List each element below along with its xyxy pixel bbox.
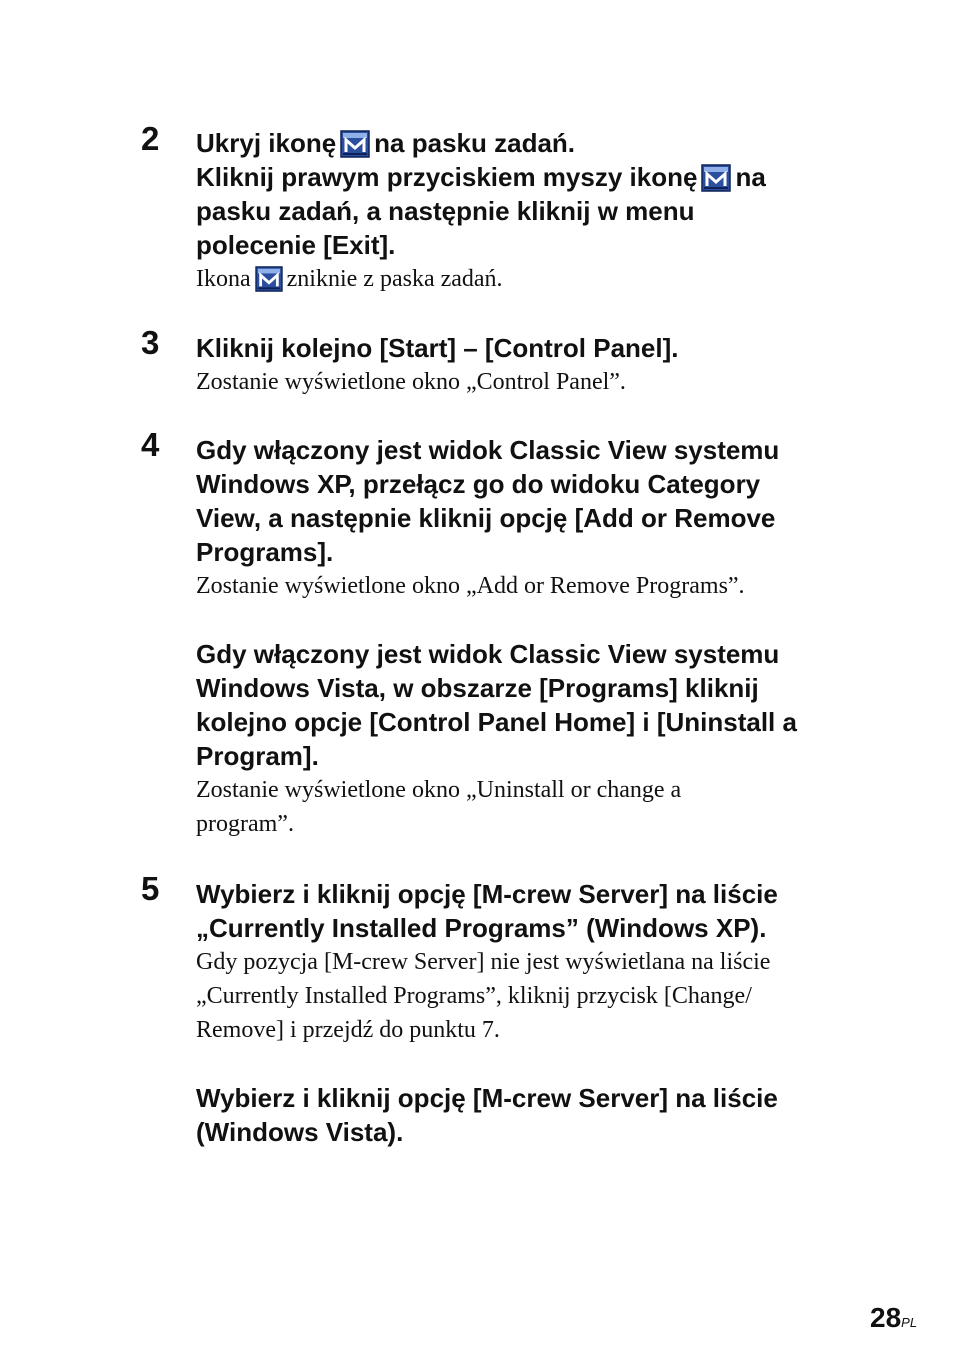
step-heading-line: Gdy włączony jest widok Classic View systemu xyxy=(196,435,780,465)
step-heading-line: View, a następnie kliknij opcję [Add or Remove xyxy=(196,503,776,533)
step-body-line: Remove] i przejdź do punktu 7. xyxy=(196,1017,500,1043)
step-content xyxy=(196,331,876,399)
page-number-value: 28 xyxy=(870,1302,902,1333)
m-crew-server-icon xyxy=(701,164,731,192)
step-heading-line: Wybierz i kliknij opcję [M-crew Server] na liście xyxy=(196,879,778,909)
step-heading-line: pasku zadań, a następnie kliknij w menu xyxy=(196,196,695,226)
step-content xyxy=(196,126,876,296)
step-number: 5 xyxy=(141,870,160,907)
step-heading-line: Wybierz i kliknij opcję [M-crew Server] na liście xyxy=(196,1083,778,1113)
step-heading-line: Gdy włączony jest widok Classic View systemu xyxy=(196,639,780,669)
step-heading-line: „Currently Installed Programs” (Windows XP). xyxy=(196,913,767,943)
step-content xyxy=(196,877,876,1149)
step-heading-line xyxy=(196,160,876,194)
step-heading-line: (Windows Vista). xyxy=(196,1117,404,1147)
heading-text: Ukryj ikonę xyxy=(196,128,337,158)
heading-text: Kliknij prawym przyciskiem myszy ikonę xyxy=(196,162,698,192)
step-heading-line: Kliknij kolejno [Start] – [Control Panel]. xyxy=(196,333,679,363)
step-body-line: Gdy pozycja [M-crew Server] nie jest wyświetlana na liście xyxy=(196,949,771,975)
step-body-line: Zostanie wyświetlone okno „Add or Remove Programs”. xyxy=(196,573,745,599)
step-number: 3 xyxy=(141,324,160,361)
step-heading-line: polecenie [Exit]. xyxy=(196,230,396,260)
step-heading-line: Programs]. xyxy=(196,537,334,567)
step-body-line: „Currently Installed Programs”, kliknij przycisk [Change/ xyxy=(196,983,752,1009)
step-body-line: Zostanie wyświetlone okno „Uninstall or change a xyxy=(196,777,682,803)
heading-text: na pasku zadań. xyxy=(374,128,576,158)
step-number: 4 xyxy=(141,426,160,463)
step-body-line: program”. xyxy=(196,811,294,837)
body-text: zniknie z paska zadań. xyxy=(286,266,503,292)
step-heading-line: Windows Vista, w obszarze [Programs] kliknij xyxy=(196,673,759,703)
m-crew-server-icon xyxy=(340,130,370,158)
step-heading-line: Windows XP, przełącz go do widoku Category xyxy=(196,469,761,499)
page-number xyxy=(870,1302,917,1334)
step-heading-line: Program]. xyxy=(196,741,319,771)
step-body-line xyxy=(196,262,876,296)
step-content xyxy=(196,433,876,841)
step-heading-line: kolejno opcje [Control Panel Home] i [Uninstall a xyxy=(196,707,797,737)
step-body-line: Zostanie wyświetlone okno „Control Panel”. xyxy=(196,369,626,395)
heading-text: na xyxy=(735,162,766,192)
step-heading-line xyxy=(196,126,876,160)
step-number: 2 xyxy=(141,120,160,157)
body-text: Ikona xyxy=(196,266,251,292)
m-crew-server-icon xyxy=(255,266,283,292)
page-language-suffix: PL xyxy=(901,1315,918,1330)
